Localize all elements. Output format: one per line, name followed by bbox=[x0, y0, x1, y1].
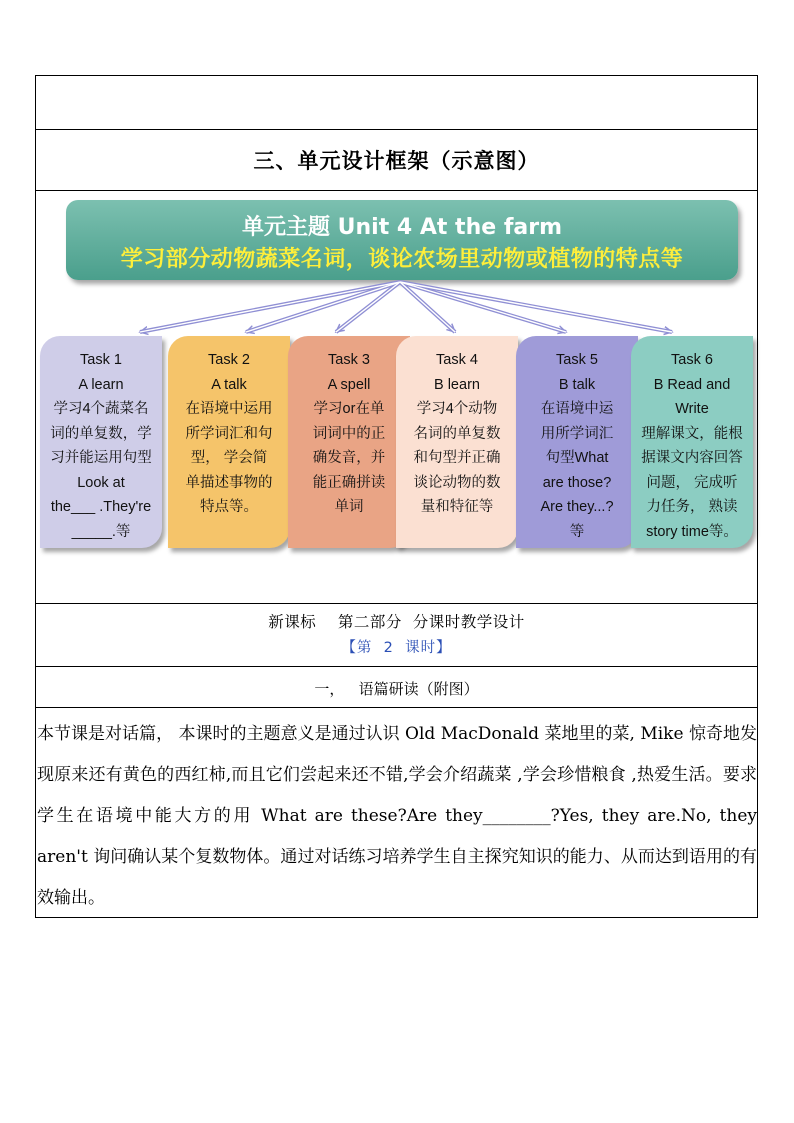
task-card-5 bbox=[516, 336, 638, 548]
task-5-type: B talk bbox=[558, 376, 596, 393]
task-4-desc-line: 学习4个动物 bbox=[416, 401, 498, 417]
task-5-desc-line: 等 bbox=[569, 523, 585, 540]
task-4-type: B learn bbox=[434, 376, 480, 393]
task-2-desc-line: 所学词汇和句 bbox=[185, 425, 273, 442]
task-2-type: A talk bbox=[211, 376, 247, 393]
task-6-title: Task 6 bbox=[671, 352, 713, 368]
task-1-desc-line: 学习4个蔬菜名 bbox=[53, 401, 149, 417]
task-4-title: Task 4 bbox=[436, 352, 478, 368]
task-card-3 bbox=[288, 336, 410, 548]
task-3-type: A spell bbox=[327, 376, 371, 393]
unit-theme-subtitle: 学习部分动物蔬菜名词，谈论农场里动物或植物的特点等 bbox=[120, 247, 684, 272]
task-1-title: Task 1 bbox=[80, 352, 122, 368]
task-4-desc-line: 和句型并正确 bbox=[413, 450, 501, 466]
task-card-4 bbox=[396, 336, 518, 548]
lesson-number: 【第 2 课时】 bbox=[341, 640, 452, 656]
task-card-2 bbox=[168, 336, 290, 548]
section-title: 三、单元设计框架（示意图） bbox=[253, 148, 540, 173]
task-card-1 bbox=[40, 336, 162, 548]
task-6-type: Write bbox=[675, 401, 709, 417]
task-6-desc-line: 理解课文，能根 bbox=[641, 425, 743, 442]
task-6-desc-line: 据课文内容回答 bbox=[641, 450, 743, 466]
task-5-desc-line: Are they...? bbox=[540, 499, 614, 515]
task-3-desc-line: 单词 bbox=[334, 499, 364, 515]
task-1-desc-line: _____.等 bbox=[71, 523, 131, 540]
task-5-desc-line: 用所学词汇 bbox=[540, 425, 614, 442]
task-2-title: Task 2 bbox=[208, 352, 250, 368]
task-6-desc-line: 力任务， 熟读 bbox=[646, 499, 738, 515]
task-card-6 bbox=[631, 336, 753, 548]
task-4-desc-line: 量和特征等 bbox=[420, 499, 494, 515]
unit-theme-title: 单元主题 Unit 4 At the farm bbox=[241, 215, 563, 240]
task-6-desc-line: story time等。 bbox=[646, 523, 738, 540]
task-4-desc-line: 名词的单复数 bbox=[413, 425, 501, 442]
task-1-desc-line: 词的单复数，学 bbox=[50, 425, 152, 442]
section-heading: 一， 语篇研读（附图） bbox=[314, 680, 479, 698]
task-3-desc-line: 能正确拼读 bbox=[312, 474, 386, 491]
task-1-desc-line: Look at bbox=[77, 474, 125, 491]
task-3-desc-line: 确发音，并 bbox=[312, 450, 386, 466]
task-3-desc-line: 词词中的正 bbox=[312, 425, 386, 442]
task-6-type: B Read and bbox=[653, 376, 731, 393]
task-2-desc-line: 特点等。 bbox=[200, 499, 258, 515]
task-1-desc-line: 习并能运用句型 bbox=[50, 450, 152, 466]
task-6-desc-line: 问题， 完成听 bbox=[646, 474, 738, 491]
task-1-desc-line: the___ .They're bbox=[50, 499, 152, 515]
task-5-desc-line: are those? bbox=[542, 474, 612, 491]
task-5-title: Task 5 bbox=[556, 352, 598, 368]
analysis-paragraph: 本节课是对话篇， 本课时的主题意义是通过认识 Old MacDonald 菜地里的菜, Mike 惊奇地发现原来还有黄色的西红柿,而且它们尝起来还不错,学会介绍蔬菜 ,学会珍惜粮食 ,热爱生活。要求学生在语境中能大方的用 What are these?Are they________?Yes, they are.No, they aren't 询问确认某个复数物体。通过对话练习培养学生自主探究知识的能力、从而达到语用的有效输出。 bbox=[37, 724, 757, 908]
task-2-desc-line: 型， 学会简 bbox=[190, 450, 268, 466]
task-2-desc-line: 在语境中运用 bbox=[185, 401, 273, 417]
task-3-title: Task 3 bbox=[328, 352, 370, 368]
part-heading: 新课标 第二部分 分课时教学设计 bbox=[268, 613, 525, 631]
task-5-desc-line: 在语境中运 bbox=[540, 401, 614, 417]
task-1-type: A learn bbox=[78, 376, 124, 393]
task-3-desc-line: 学习or在单 bbox=[313, 401, 385, 417]
task-5-desc-line: 句型What bbox=[545, 450, 609, 466]
task-4-desc-line: 谈论动物的数 bbox=[413, 474, 501, 491]
task-2-desc-line: 单描述事物的 bbox=[185, 474, 273, 491]
